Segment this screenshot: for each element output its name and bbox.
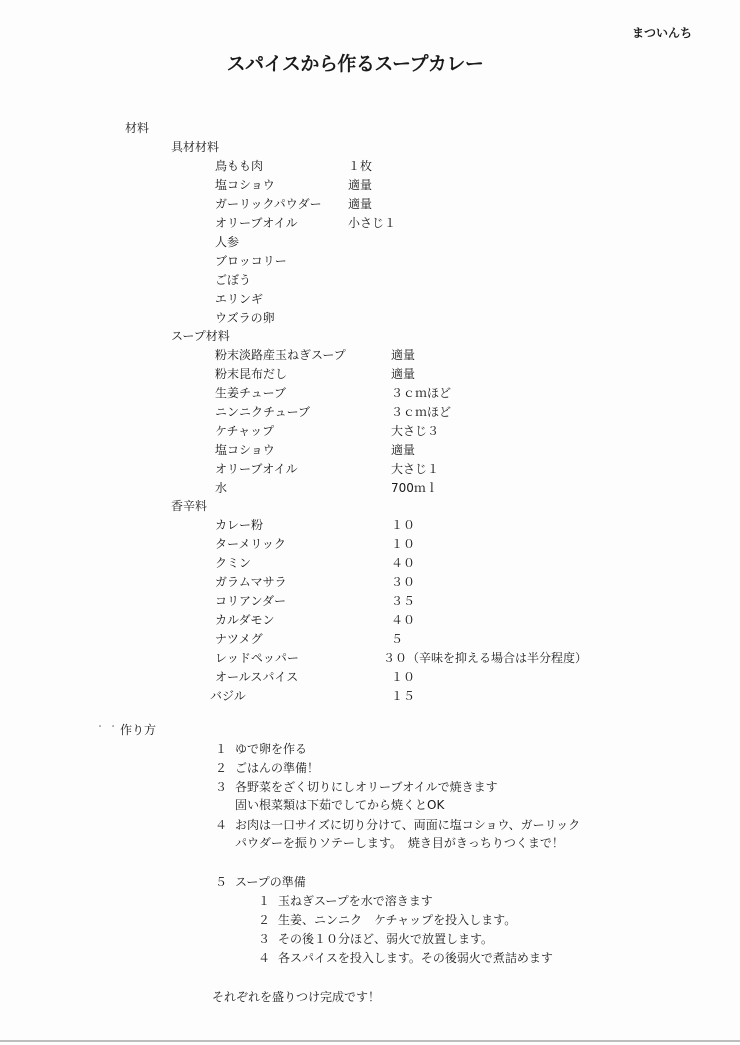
- closing-note: それぞれを盛りつけ完成です！: [212, 990, 381, 1004]
- step-number: ５: [215, 875, 228, 889]
- spice-qty: １０: [391, 518, 416, 532]
- soup-item-qty: 適量: [391, 348, 416, 362]
- spice-qty: １０: [391, 537, 416, 551]
- ingredient-qty: １枚: [348, 159, 373, 173]
- spice-name: クミン: [215, 556, 252, 570]
- soup-item-name: 生姜チューブ: [215, 386, 287, 400]
- spice-name: ターメリック: [215, 537, 286, 551]
- soup-item-name: ケチャップ: [215, 424, 275, 438]
- substep-text: 各スパイスを投入します。その後弱火で煮詰めます: [278, 951, 553, 965]
- substep-number: ２: [258, 913, 271, 927]
- spice-qty: ３０: [391, 575, 416, 589]
- substep-text: 生姜、ニンニク ケチャップを投入します。: [278, 913, 517, 927]
- step-text: お肉は一口サイズに切り分けて、両面に塩コショウ、ガーリック: [235, 818, 581, 832]
- step-number: ２: [215, 761, 228, 775]
- spice-name: オールスパイス: [215, 670, 299, 684]
- soup-item-name: 水: [215, 481, 228, 495]
- ingredient-qty: 適量: [348, 197, 373, 211]
- ingredient-qty: 適量: [348, 178, 373, 192]
- ingredient-name: 人参: [215, 235, 240, 249]
- ingredient-name: オリーブオイル: [215, 216, 298, 230]
- soup-item-name: ニンニクチューブ: [215, 405, 311, 419]
- step-text: ごはんの準備！: [235, 761, 320, 775]
- spice-qty: １５: [391, 689, 416, 703]
- soup-item-name: 粉末昆布だし: [215, 367, 288, 381]
- soup-item-name: 粉末淡路産玉ねぎスープ: [215, 348, 346, 362]
- soup-item-name: オリーブオイル: [215, 462, 298, 476]
- ingredient-name: ごぼう: [215, 273, 252, 287]
- soup-item-qty: 適量: [391, 443, 416, 457]
- ingredient-name: ウズラの卵: [215, 311, 275, 325]
- substep-number: ４: [258, 951, 271, 965]
- spice-name: ガラムマサラ: [215, 575, 287, 589]
- soup-heading: スープ材料: [171, 329, 230, 343]
- step-number: １: [215, 742, 228, 756]
- soup-item-name: 塩コショウ: [215, 443, 275, 457]
- scan-edge: [0, 1040, 740, 1042]
- ingredient-qty: 小さじ１: [348, 216, 397, 230]
- spice-qty: ４０: [391, 613, 416, 627]
- spice-qty: ５: [391, 632, 404, 646]
- step-number: ４: [215, 818, 228, 832]
- step-number: ３: [215, 780, 228, 794]
- page-title: スパイスから作るスープカレー: [226, 53, 484, 75]
- substep-text: その後１０分ほど、弱火で放置します。: [278, 932, 494, 946]
- step-text-continued: 固い根菜類は下茹でしてから焼くとOK: [235, 798, 445, 812]
- ingredients-heading: 具材材料: [171, 140, 220, 154]
- spice-qty: １０: [391, 670, 416, 684]
- ingredient-name: エリンギ: [215, 292, 264, 306]
- soup-item-qty: 大さじ３: [391, 424, 440, 438]
- materials-heading: 材料: [125, 121, 150, 135]
- substep-text: 玉ねぎスープを水で溶きます: [278, 894, 433, 908]
- spice-qty: ３５: [391, 594, 416, 608]
- soup-item-qty: ３ｃｍほど: [391, 405, 452, 419]
- scan-speck: ・ ・: [95, 722, 119, 733]
- soup-item-qty: 大さじ１: [391, 462, 440, 476]
- spice-name: バジル: [210, 689, 246, 703]
- spice-qty: ４０: [391, 556, 416, 570]
- step-text-continued: パウダーを振りソテーします。 焼き目がきっちりつくまで！: [235, 836, 564, 850]
- step-text: スープの準備: [235, 875, 306, 889]
- spice-name: コリアンダー: [215, 594, 287, 608]
- soup-item-qty: 700ｍｌ: [391, 481, 438, 495]
- substep-number: ３: [258, 932, 271, 946]
- spice-name: カレー粉: [215, 518, 264, 532]
- spice-qty: ３０（辛味を抑える場合は半分程度）: [383, 651, 588, 665]
- spices-heading: 香辛料: [171, 499, 208, 513]
- ingredient-name: 鳥もも肉: [215, 159, 264, 173]
- step-text: ゆで卵を作る: [235, 742, 308, 756]
- step-text: 各野菜をざく切りにしオリーブオイルで焼きます: [235, 780, 498, 794]
- soup-item-qty: ３ｃｍほど: [391, 386, 452, 400]
- ingredient-name: 塩コショウ: [215, 178, 275, 192]
- ingredient-name: ガーリックパウダー: [215, 197, 322, 211]
- soup-item-qty: 適量: [391, 367, 416, 381]
- author-name: まついんち: [632, 26, 693, 40]
- spice-name: ナツメグ: [215, 632, 263, 646]
- spice-name: レッドペッパー: [215, 651, 299, 665]
- substep-number: １: [258, 894, 271, 908]
- spice-name: カルダモン: [215, 613, 275, 627]
- ingredient-name: ブロッコリー: [215, 254, 287, 268]
- method-heading: 作り方: [120, 723, 157, 737]
